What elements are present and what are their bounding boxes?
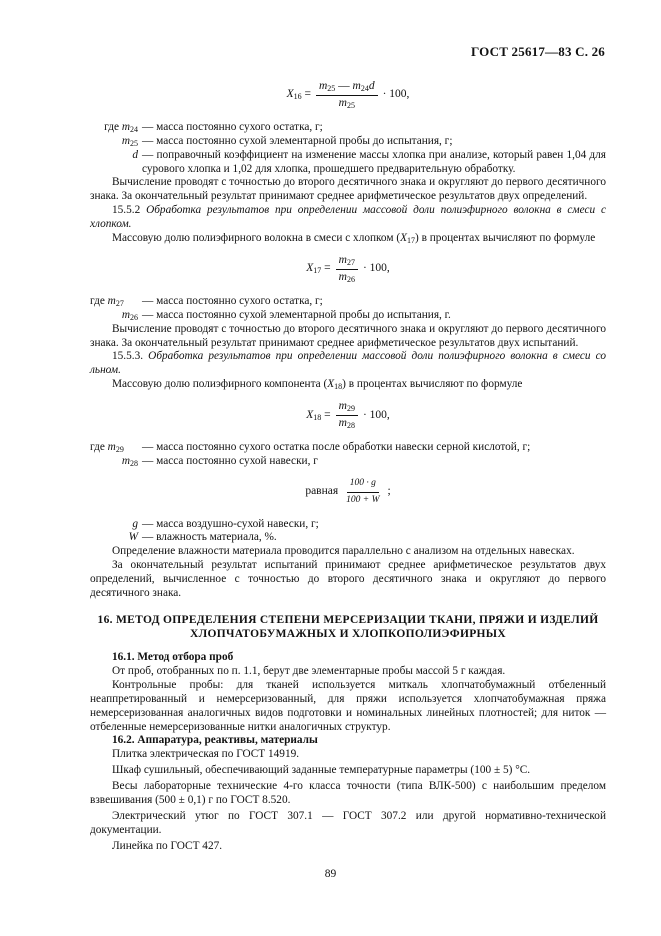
formula-x18: $X_{18}$ = $\frac{m_{29}}{m_{28}}$ · 100,	[306, 400, 390, 431]
formula-mass-equal-fraction: $\frac{100 \cdot g}{100 + W}$	[346, 477, 380, 505]
paragraph-16-2-a: Плитка электрическая по ГОСТ 14919.	[112, 748, 300, 761]
paragraph-16-1-b: Контрольные пробы: для тканей используется миткаль хлопчатобумажный отбеленный неаппретированный и немерсеризованный, для пряжи используется хлопчатобумажная пряжа немерсеризованная аналогичных видов подготовки и номинальных линейных плотностей; для ниток — отбеленные немерсеризованные нитки аналогичных структур.	[90, 678, 606, 733]
formula-x18-fraction: $\frac{m_{29}}{m_{28}}$	[336, 400, 358, 431]
paragraph-calculation-2: Вычисление проводят с точностью до второго десятичного знака и округляют до первого десятичного знака. За окончательный результат принимают среднее арифметическое результатов двух испытаний.	[90, 322, 606, 349]
definition-m27: где $m_{27}$ — масса постоянно сухого остатка, г;	[90, 294, 323, 308]
definition-g: g — масса воздушно-сухой навески, г;	[132, 517, 319, 530]
definition-d: d — поправочный коэффициент на изменение массы хлопка при анализе, который равен 1,04 для сурового хлопка и 1,02 для хлопка, прошедшего предварительную обработку.	[132, 148, 606, 175]
paragraph-16-2-b: Шкаф сушильный, обеспечивающий заданные температурные параметры (100 ± 5) °С.	[112, 764, 531, 777]
paragraph-16-2-c: Весы лабораторные технические 4-го класса точности (типа ВЛК-500) с наибольшим пределом взвешивания (500 ± 0,1) г по ГОСТ 8.520.	[90, 780, 606, 807]
paragraph-moisture: Определение влажности материала проводится параллельно с анализом на отдельных навесках.	[112, 545, 575, 558]
paragraph-mass-fraction-18: Массовую долю полиэфирного компонента $(X_{18})$ в процентах вычисляют по формуле	[112, 378, 523, 392]
running-header: ГОСТ 25617—83 С. 26	[471, 44, 605, 59]
paragraph-16-1-a: От проб, отобранных по п. 1.1, берут две элементарные пробы массой 5 г каждая.	[112, 664, 506, 677]
paragraph-final-result: За окончательный результат испытаний принимают среднее арифметическое результатов двух определений, вычисленное с точностью до второго десятичного знака и округляют до первого десятичного знака.	[90, 559, 606, 600]
definition-m24: где $m_{24}$ — масса постоянно сухого остатка, г;	[104, 120, 323, 134]
paragraph-16-2-d: Электрический утюг по ГОСТ 307.1 — ГОСТ 307.2 или другой нормативно-технической документации.	[90, 809, 606, 836]
formula-x17: $X_{17}$ = $\frac{m_{27}}{m_{26}}$ · 100,	[306, 253, 390, 284]
section-16-2-heading: 16.2. Аппаратура, реактивы, материалы	[112, 734, 318, 747]
definition-m25: $m_{25}$ — масса постоянно сухой элементарной пробы до испытания, г;	[121, 134, 453, 148]
formula-x16-fraction: $\frac{m_{25} — m_{24}d}{m_{25}}$	[316, 80, 378, 111]
definition-m29: где $m_{29}$ — масса постоянно сухого остатка после обработки навески серной кислотой, г;	[90, 440, 531, 454]
definition-w: W — влажность материала, %.	[128, 531, 277, 544]
section-16-1-heading: 16.1. Метод отбора проб	[112, 651, 234, 663]
section-15-5-3: 15.5.3. Обработка результатов при определении массовой доли полиэфирного волокна в смеси со льном.	[90, 350, 607, 377]
page-number: 89	[324, 868, 337, 880]
paragraph-calculation-1: Вычисление проводят с точностью до второго десятичного знака и округляют до первого десятичного знака. За окончательный результат принимают среднее арифметическое результатов двух определений.	[90, 176, 606, 203]
page-content	[90, 72, 606, 854]
paragraph-mass-fraction-17: Массовую долю полиэфирного волокна в смеси с хлопком $(X_{17})$ в процентах вычисляют по формуле	[112, 232, 596, 246]
paragraph-16-2-e: Линейка по ГОСТ 427.	[112, 839, 223, 852]
section-16-heading: 16. МЕТОД ОПРЕДЕЛЕНИЯ СТЕПЕНИ МЕРСЕРИЗАЦИИ ТКАНИ, ПРЯЖИ И ИЗДЕЛИЙ ХЛОПЧАТОБУМАЖНЫХ И ХЛОПКОПОЛИЭФИРНЫХ	[97, 614, 599, 640]
formula-mass-equal: равная $\frac{100 \cdot g}{100 + W}$ ;	[90, 477, 606, 508]
formula-x17-fraction: $\frac{m_{27}}{m_{26}}$	[336, 254, 358, 285]
definition-m28: $m_{28}$ — масса постоянно сухой навески, г	[121, 454, 318, 468]
formula-x16: $X_{16}$ = $\frac{m_{25} — m_{24}d}{m_{25}}$ · 100,	[286, 80, 410, 110]
definition-m26: $m_{26}$ — масса постоянно сухой элементарной пробы до испытания, г.	[121, 308, 451, 322]
section-15-5-2: 15.5.2 Обработка результатов при определении массовой доли полиэфирного волокна в смеси с хлопком.	[90, 204, 606, 231]
